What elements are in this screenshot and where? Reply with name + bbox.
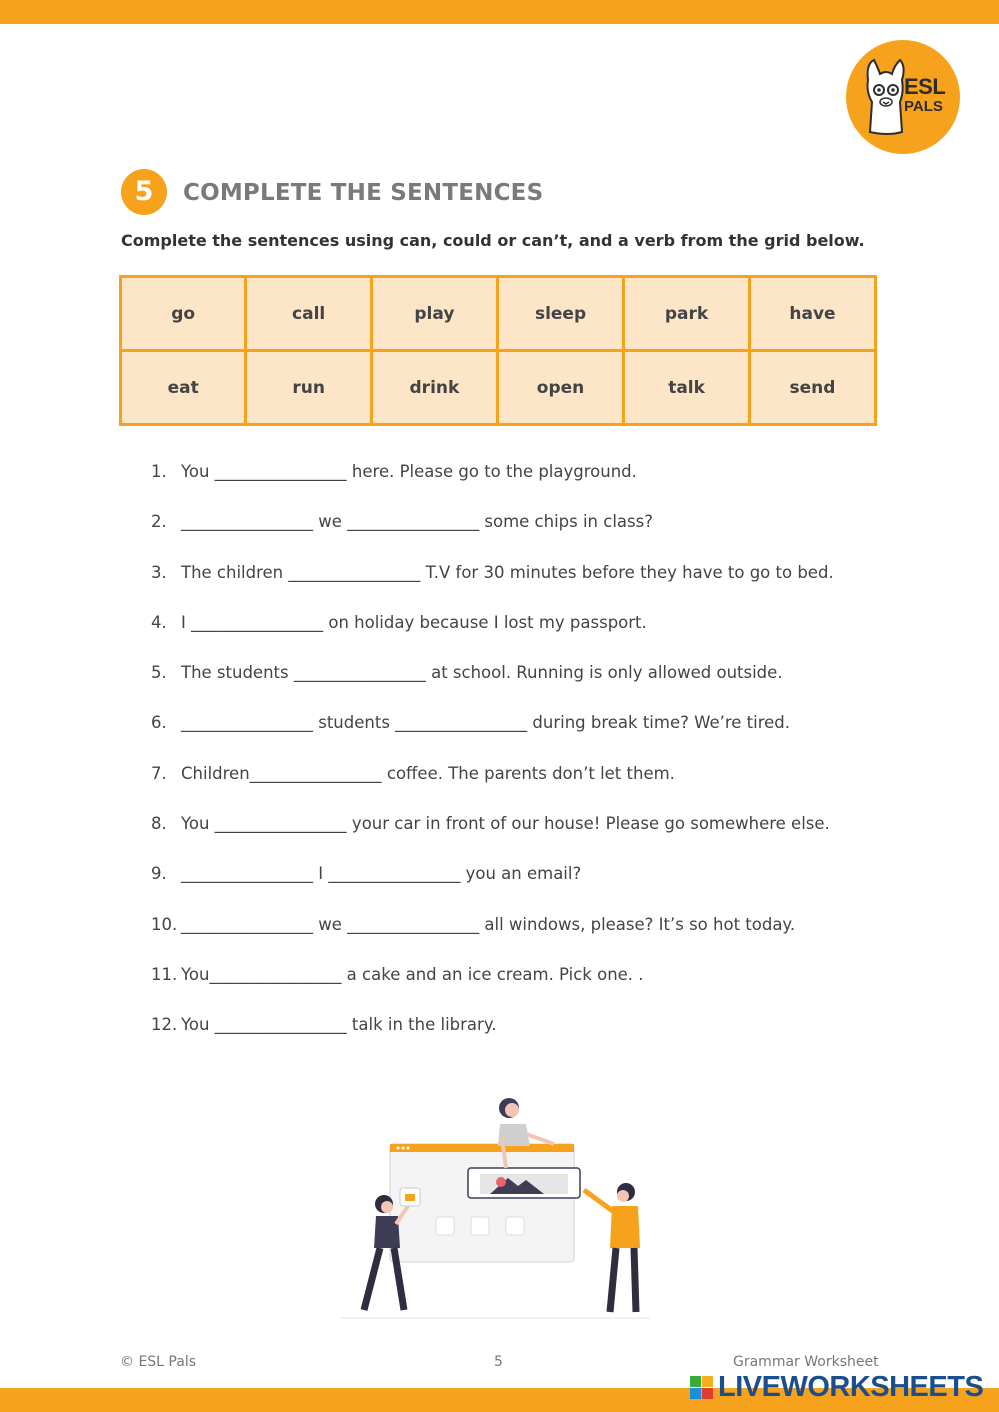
sentence-number: 11.	[151, 964, 178, 984]
verb-cell: sleep	[497, 277, 623, 351]
footer-label: Grammar Worksheet	[733, 1354, 879, 1370]
sentence-item[interactable]	[151, 563, 834, 613]
sentence-text: I ________________ on holiday because I lost my passport.	[181, 612, 647, 632]
sentence-number: 8.	[151, 814, 167, 834]
sentence-number: 9.	[151, 864, 167, 884]
sentence-number: 3.	[151, 562, 167, 582]
sentence-item[interactable]	[151, 512, 834, 562]
sentence-number: 4.	[151, 612, 167, 632]
sentence-text: You ________________ your car in front of our house! Please go somewhere else.	[181, 814, 830, 834]
sentence-item[interactable]	[151, 965, 834, 1015]
section-number-badge: 5	[121, 169, 167, 215]
verb-cell: open	[497, 351, 623, 425]
sentence-item[interactable]	[151, 663, 834, 713]
verb-cell: park	[624, 277, 750, 351]
sentence-text: The children ________________ T.V for 30 minutes before they have to go to bed.	[181, 562, 834, 582]
sentence-number: 10.	[151, 914, 178, 934]
logo-line2: PALS	[904, 98, 943, 115]
sentence-number: 1.	[151, 462, 167, 481]
sentence-item[interactable]	[151, 864, 834, 914]
verb-grid-row	[121, 277, 876, 351]
footer-page-number: 5	[494, 1354, 503, 1370]
sentence-item[interactable]	[151, 764, 834, 814]
sentence-text: ________________ we ________________ some chips in class?	[181, 512, 653, 532]
sentence-number: 5.	[151, 663, 167, 683]
liveworksheets-logo-icon	[690, 1376, 714, 1400]
instruction-text: Complete the sentences using can, could or can’t, and a verb from the grid below.	[121, 231, 865, 250]
logo-line1: ESL	[904, 74, 946, 99]
sentence-text: You ________________ talk in the library.	[181, 1015, 497, 1035]
sentence-text: ________________ I ________________ you an email?	[181, 864, 582, 884]
sentence-text: You________________ a cake and an ice cream. Pick one. .	[181, 964, 644, 984]
sentence-text: Children________________ coffee. The parents don’t let them.	[181, 763, 675, 783]
verb-cell: send	[749, 351, 875, 425]
verb-cell: eat	[121, 351, 246, 425]
sentence-text: The students ________________ at school. Running is only allowed outside.	[181, 663, 783, 683]
sentence-list	[151, 462, 834, 1066]
verb-cell: talk	[624, 351, 750, 425]
top-accent-bar	[0, 0, 999, 24]
logo-wordmark	[904, 76, 945, 114]
verb-cell: drink	[371, 351, 497, 425]
sentence-number: 6.	[151, 713, 167, 733]
footer-copyright: © ESL Pals	[120, 1354, 197, 1370]
verb-cell: call	[246, 277, 371, 351]
sentence-item[interactable]	[151, 713, 834, 763]
sentence-item[interactable]	[151, 915, 834, 965]
sentence-item[interactable]	[151, 1015, 834, 1065]
esl-pals-logo	[846, 40, 960, 154]
sentence-text: ________________ we ________________ all windows, please? It’s so hot today.	[181, 914, 796, 934]
sentence-number: 7.	[151, 763, 167, 783]
people-with-webpage-illustration	[340, 1088, 660, 1324]
verb-grid-row	[121, 351, 876, 425]
sentence-item[interactable]	[151, 613, 834, 663]
verb-grid	[119, 275, 877, 426]
verb-cell: have	[749, 277, 875, 351]
sentence-text: You ________________ here. Please go to the playground.	[181, 462, 637, 481]
verb-cell: play	[371, 277, 497, 351]
sentence-item[interactable]	[151, 814, 834, 864]
liveworksheets-wordmark: LIVEWORKSHEETS	[718, 1371, 984, 1403]
sentence-text: ________________ students ________________ during break time? We’re tired.	[181, 713, 791, 733]
sentence-item[interactable]	[151, 462, 834, 512]
verb-cell: go	[121, 277, 246, 351]
section-title: COMPLETE THE SENTENCES	[183, 180, 544, 206]
verb-cell: run	[246, 351, 371, 425]
sentence-number: 12.	[151, 1015, 178, 1035]
sentence-number: 2.	[151, 512, 167, 532]
